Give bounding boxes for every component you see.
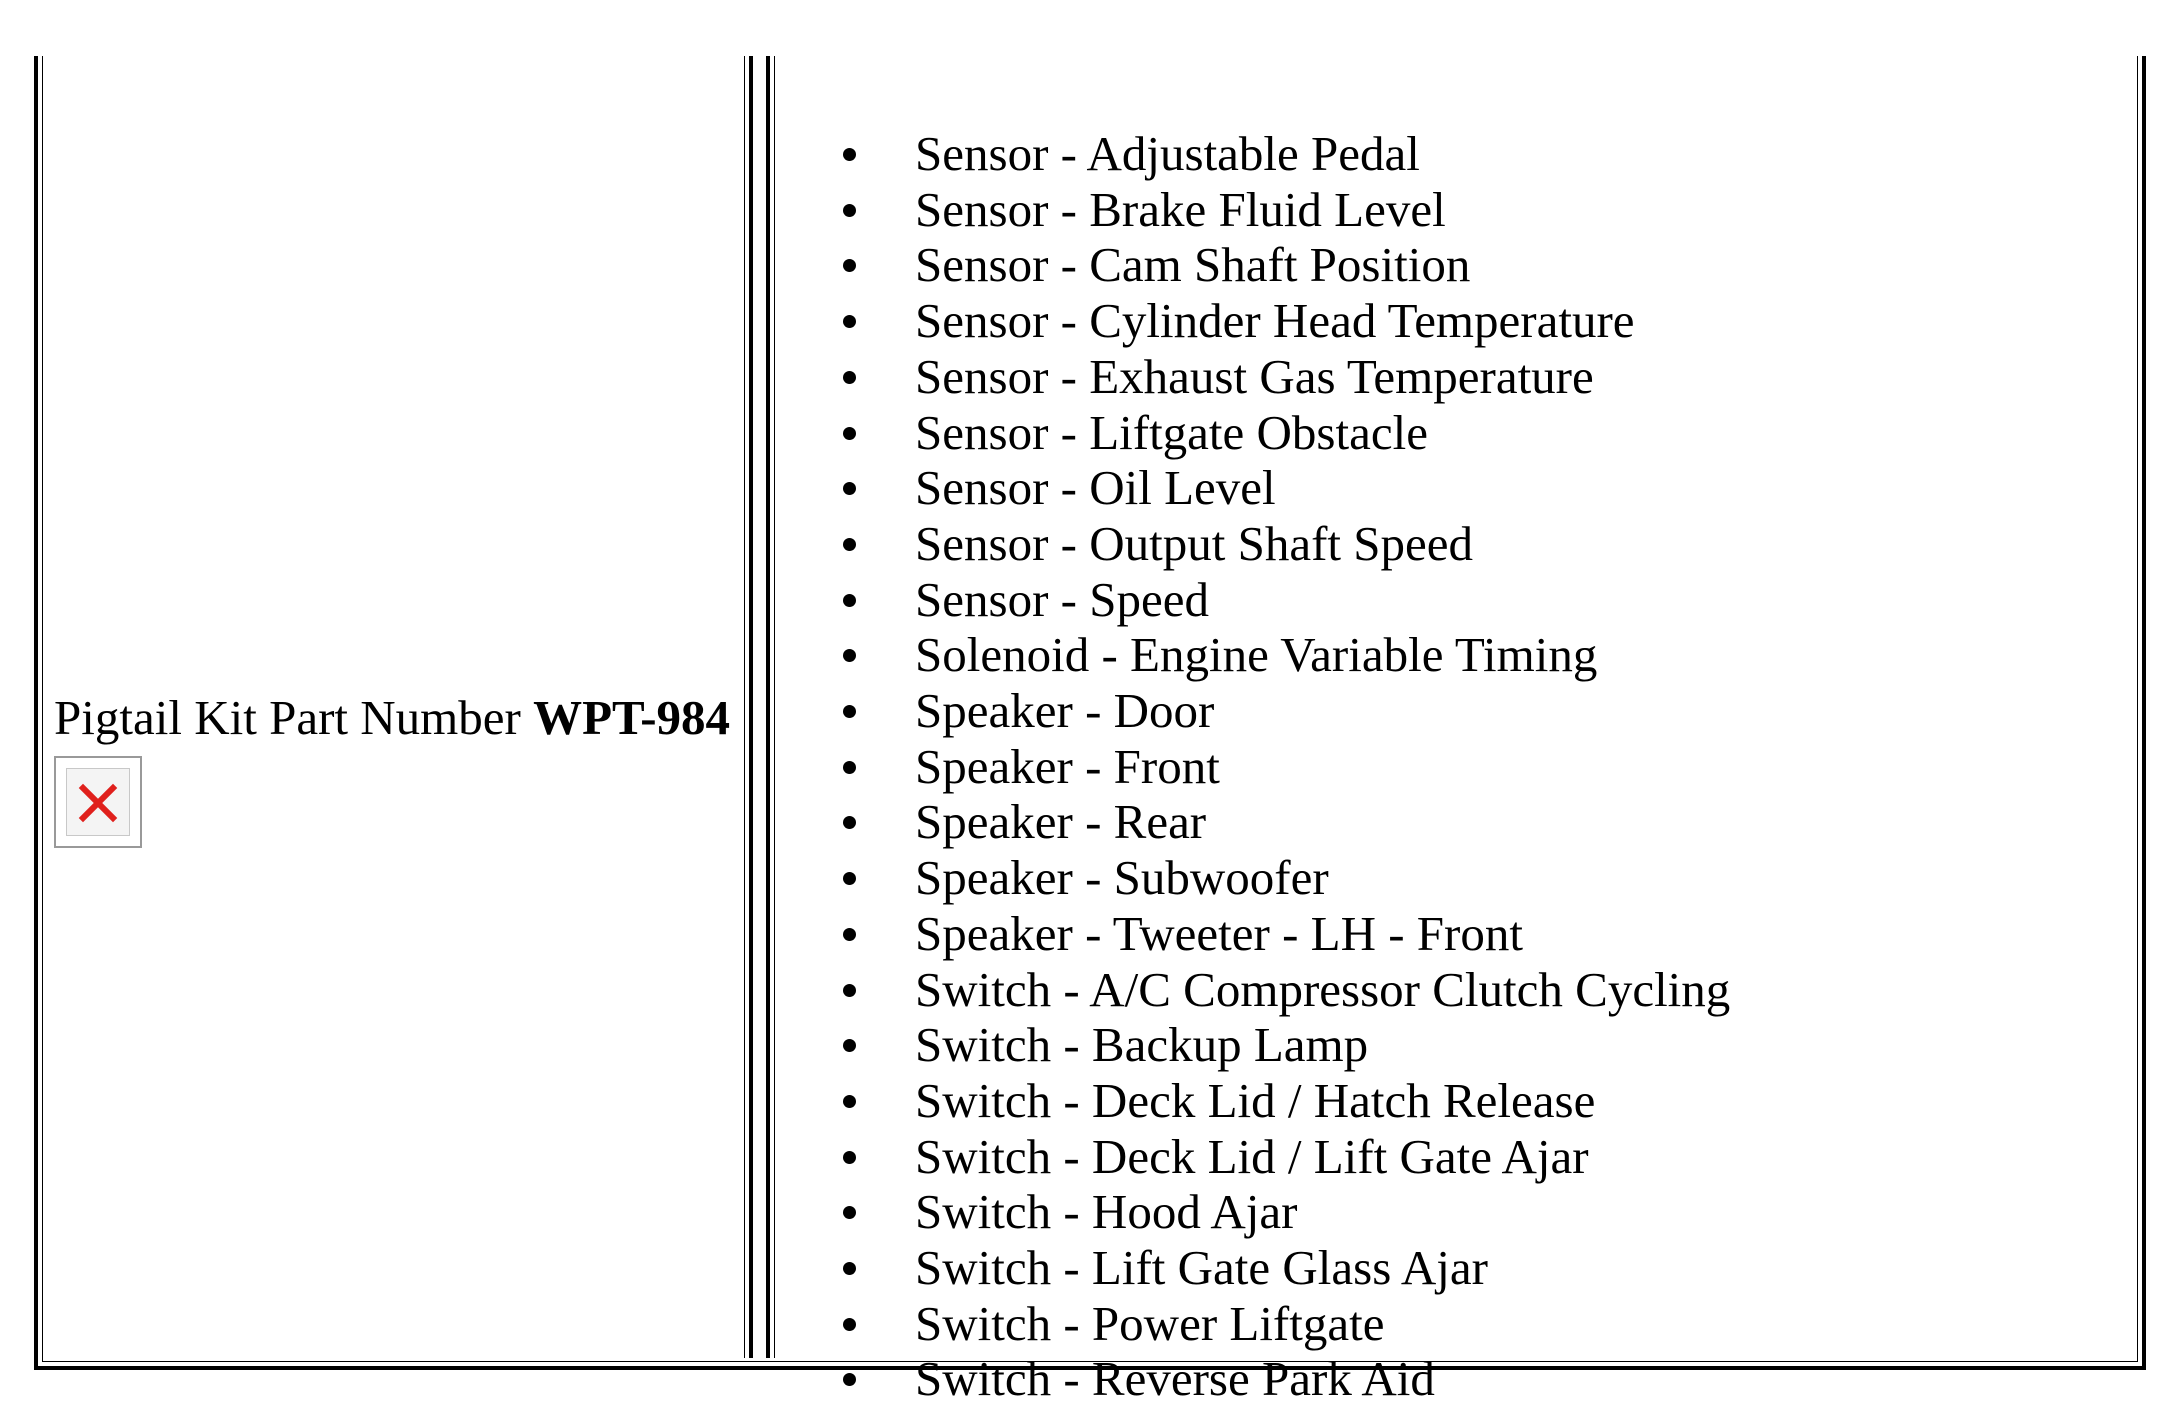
list-item	[830, 1129, 1730, 1185]
list-item	[830, 293, 1730, 349]
bullet-icon	[843, 538, 856, 551]
list-item	[830, 126, 1730, 182]
list-item-text: Sensor - Exhaust Gas Temperature	[915, 348, 1594, 404]
bullet-icon	[843, 594, 856, 607]
broken-image-frame	[66, 768, 130, 836]
list-item-text: Solenoid - Engine Variable Timing	[915, 627, 1598, 683]
list-item-text: Speaker - Subwoofer	[915, 850, 1329, 906]
bullet-icon	[843, 148, 856, 161]
list-item-text: Speaker - Rear	[915, 794, 1207, 850]
bullet-icon	[843, 1262, 856, 1275]
bullet-icon	[843, 371, 856, 384]
list-item	[830, 850, 1730, 906]
bullet-icon	[843, 761, 856, 774]
list-item-text: Sensor - Output Shaft Speed	[915, 515, 1473, 571]
list-item-text: Switch - Hood Ajar	[915, 1184, 1298, 1240]
bullet-icon	[843, 1373, 856, 1386]
list-item-text: Switch - Deck Lid / Lift Gate Ajar	[915, 1128, 1589, 1184]
list-item-text: Switch - Deck Lid / Hatch Release	[915, 1072, 1596, 1128]
list-item	[830, 1017, 1730, 1073]
bullet-icon	[843, 928, 856, 941]
list-item-text: Speaker - Door	[915, 683, 1215, 739]
kit-label-prefix: Pigtail Kit Part Number	[54, 690, 534, 745]
list-item	[830, 460, 1730, 516]
broken-image-icon	[54, 756, 142, 848]
bullet-icon	[843, 427, 856, 440]
list-item	[830, 1296, 1730, 1352]
list-item	[830, 739, 1730, 795]
bullet-icon	[843, 1039, 856, 1052]
parts-table	[34, 56, 2146, 1407]
kit-part-number: WPT-984	[533, 690, 731, 745]
list-item	[830, 237, 1730, 293]
list-item	[830, 1351, 1730, 1407]
bullet-icon	[843, 649, 856, 662]
bullet-icon	[843, 705, 856, 718]
list-item	[830, 683, 1730, 739]
list-item-text: Sensor - Oil Level	[915, 460, 1276, 516]
bullet-icon	[843, 872, 856, 885]
list-item-text: Speaker - Tweeter - LH - Front	[915, 905, 1523, 961]
list-item	[830, 1073, 1730, 1129]
list-item	[830, 906, 1730, 962]
bullet-icon	[843, 482, 856, 495]
bullet-icon	[843, 315, 856, 328]
list-item	[830, 349, 1730, 405]
applications-list	[830, 126, 1730, 1407]
list-item-text: Switch - Backup Lamp	[915, 1017, 1369, 1073]
list-item	[830, 572, 1730, 628]
list-item	[830, 405, 1730, 461]
applications-cell	[766, 56, 2134, 1407]
bullet-icon	[843, 204, 856, 217]
list-item-text: Speaker - Front	[915, 738, 1220, 794]
bullet-icon	[843, 816, 856, 829]
list-item-text: Sensor - Brake Fluid Level	[915, 181, 1446, 237]
list-item	[830, 962, 1730, 1018]
list-item-text: Sensor - Cylinder Head Temperature	[915, 293, 1635, 349]
list-item	[830, 627, 1730, 683]
kit-label	[54, 686, 730, 750]
bullet-icon	[843, 1318, 856, 1331]
list-item-text: Sensor - Liftgate Obstacle	[915, 404, 1428, 460]
list-item-text: Switch - A/C Compressor Clutch Cycling	[915, 961, 1731, 1017]
red-x-icon	[72, 776, 124, 830]
list-item	[830, 516, 1730, 572]
list-item	[830, 182, 1730, 238]
bullet-icon	[843, 259, 856, 272]
list-item	[830, 794, 1730, 850]
list-item	[830, 1240, 1730, 1296]
list-item-text: Switch - Reverse Park Aid	[915, 1351, 1435, 1407]
list-item	[830, 1184, 1730, 1240]
list-item-text: Sensor - Adjustable Pedal	[915, 126, 1420, 181]
bullet-icon	[843, 984, 856, 997]
bullet-icon	[843, 1206, 856, 1219]
list-item-text: Switch - Lift Gate Glass Ajar	[915, 1240, 1488, 1296]
list-item-text: Switch - Power Liftgate	[915, 1295, 1385, 1351]
bullet-icon	[843, 1095, 856, 1108]
list-item-text: Sensor - Cam Shaft Position	[915, 237, 1471, 293]
kit-cell	[46, 56, 753, 1358]
bullet-icon	[843, 1151, 856, 1164]
list-item-text: Sensor - Speed	[915, 571, 1209, 627]
